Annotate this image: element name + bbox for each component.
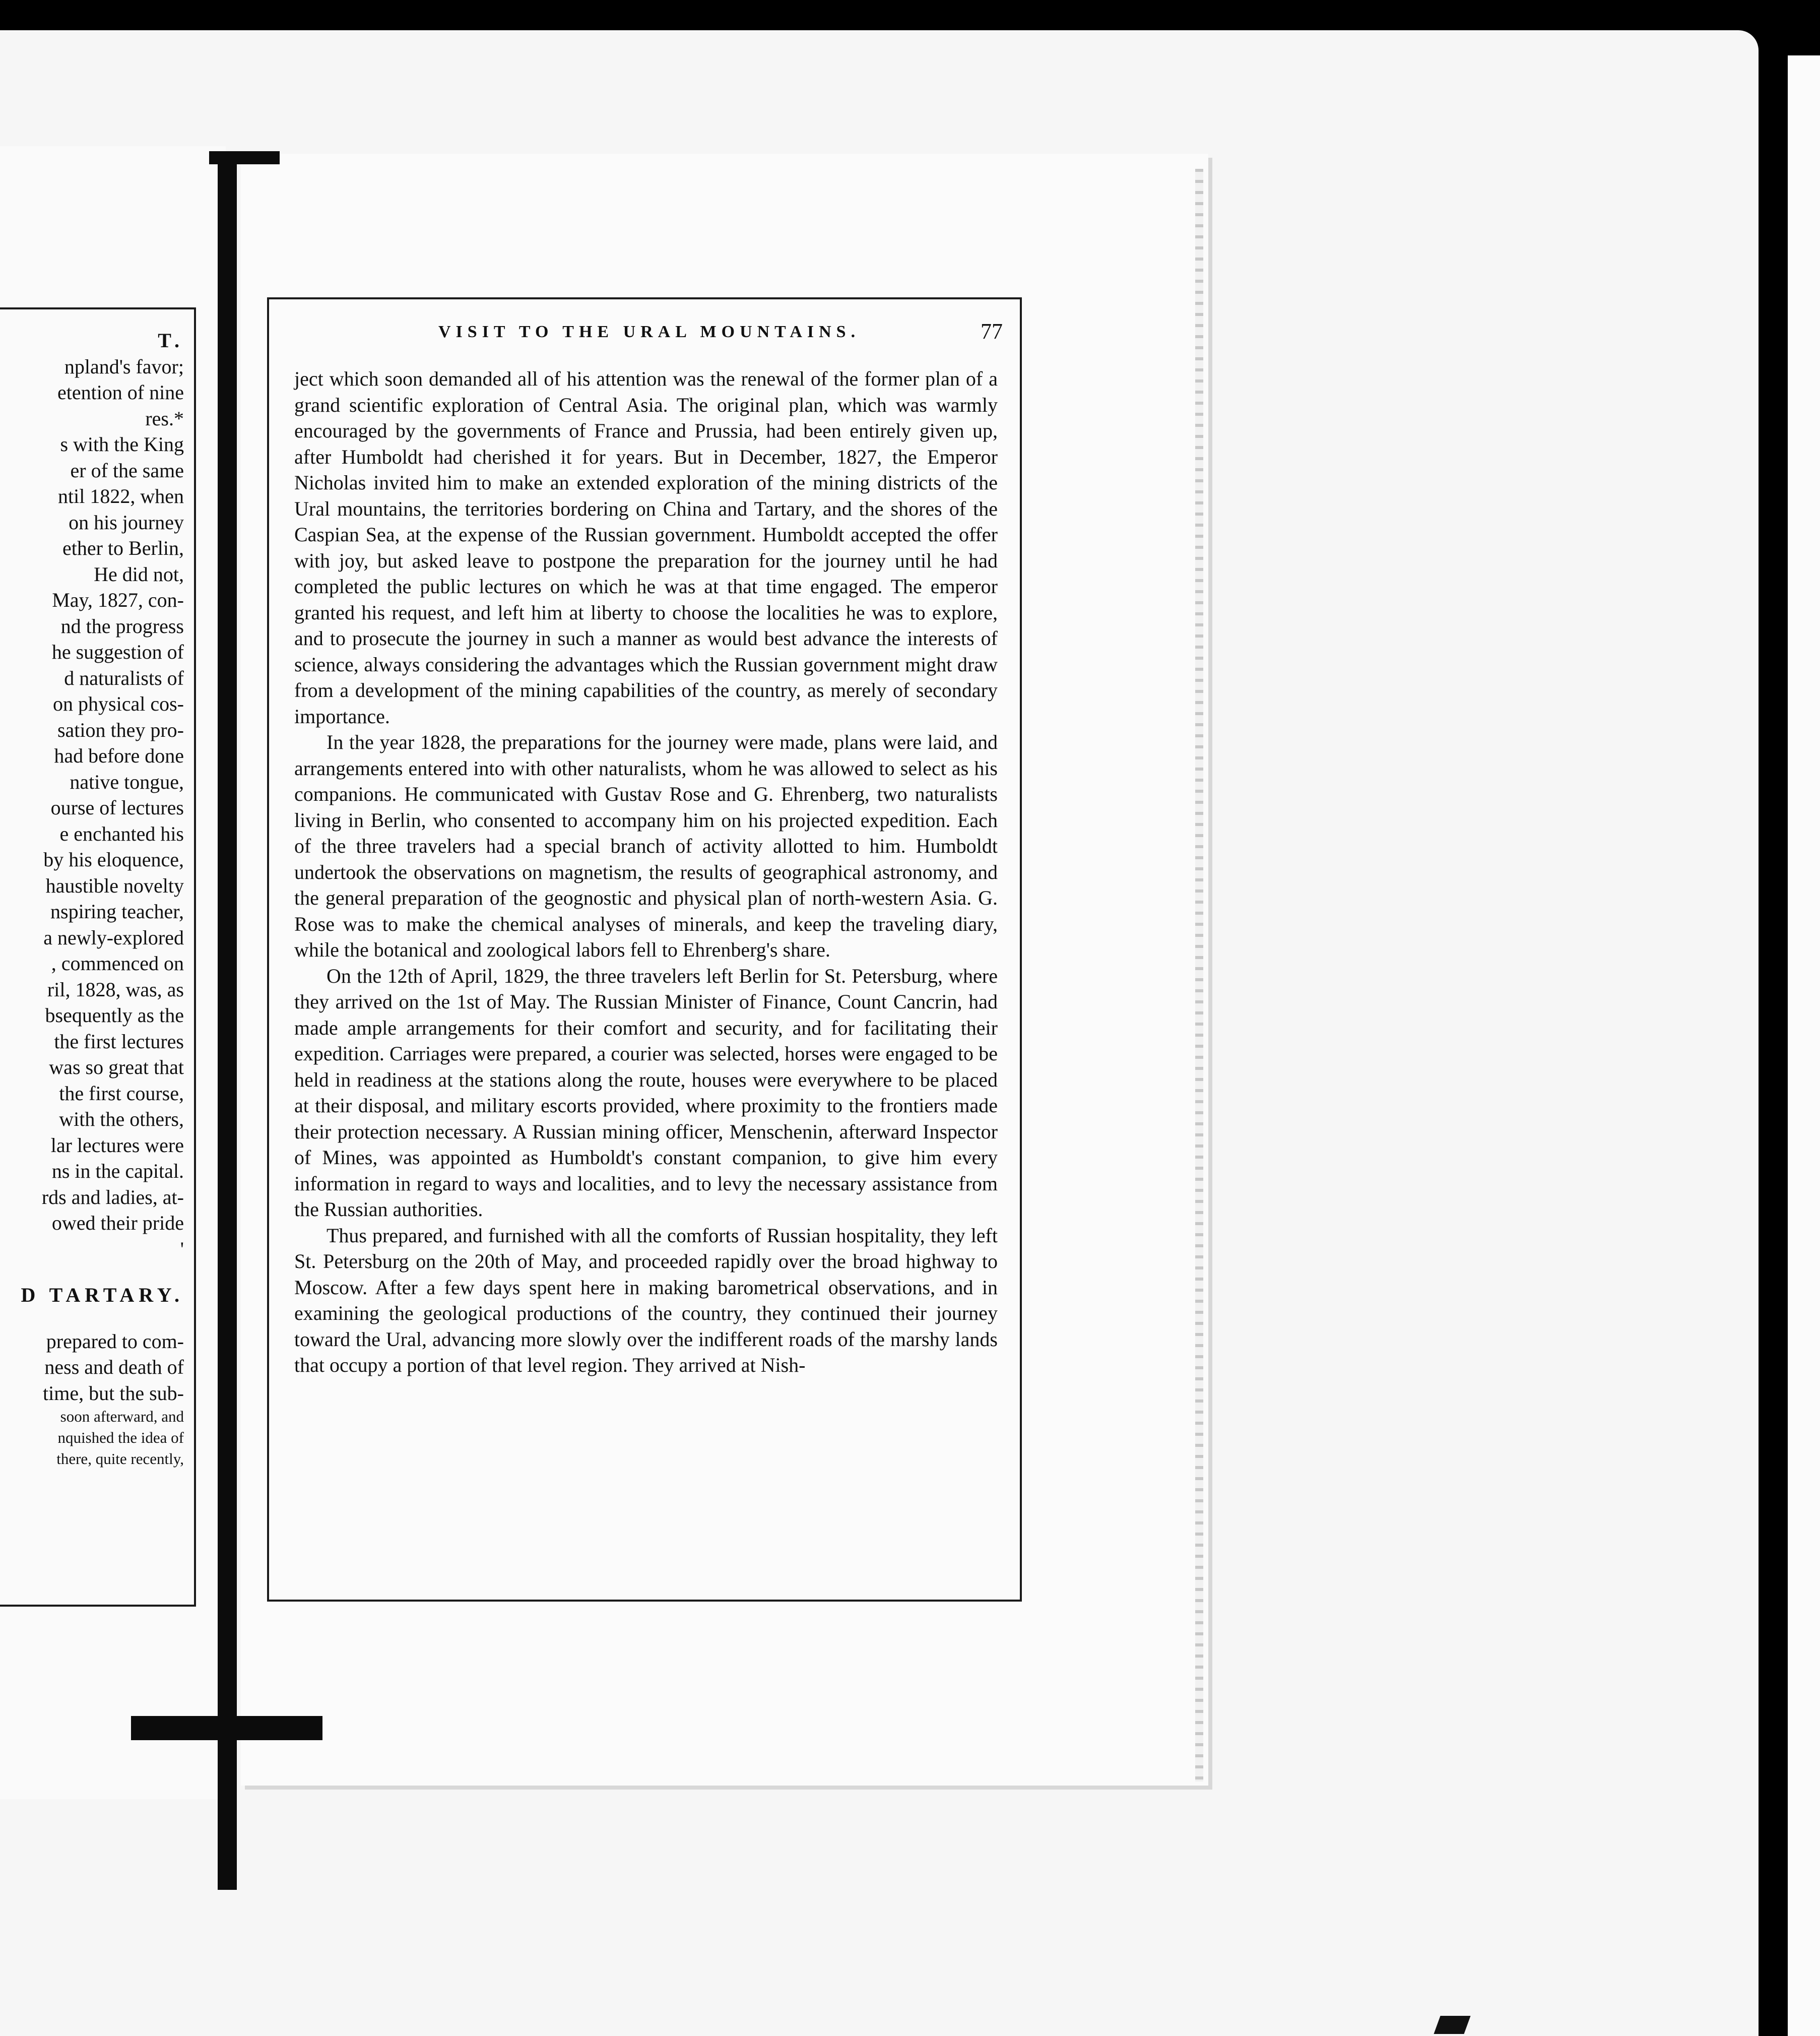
left-line: on physical cos- [53,692,184,715]
left-footnote-line: there, quite recently, [56,1450,184,1468]
left-line: ness and death of [44,1356,184,1378]
left-page-text [0,328,184,1470]
body-text [294,366,998,1378]
left-footnote-line: nquished the idea of [57,1429,184,1446]
paragraph: On the 12th of April, 1829, the three travelers left Berlin for St. Petersburg, where they arrived on the 1st of May. The Russian Minister of Finance, Count Cancrin, had made ample arrangements for their comfort and security, and for facilitating their expedition. Carriages were prepared, a courier was selected, horses were engaged to be held in readiness at the stations along the route, houses were everywhere to be placed at their disposal, and military escorts provided, where proximity to the frontiers made their protection necessary. A Russian mining officer, Menschenin, afterward Inspector of Mines, was appointed as Humboldt's constant companion, to give him every information in regard to ways and localities, and to levy the necessary assistance from the Russian authorities. [294,964,998,1221]
left-line: with the others, [59,1108,184,1130]
left-line: prepared to com- [46,1329,184,1353]
paragraph: Thus prepared, and furnished with all the comforts of Russian hospitality, they left St. Petersburg on the 20th of May, and proceeded rapidly over the broad highway to Moscow. After a few days spent here in making barometrical observations, and in examining the geological productions of the country, they continued their journey toward the Ural, advancing more slowly over the indifferent roads of the marshy lands that occupy a portion of that level region. They arrived at Nish- [294,1224,998,1376]
left-gap [0,1308,184,1328]
left-line: he suggestion of [51,641,184,663]
spine-foot [131,1716,322,1740]
spine-top [209,151,280,164]
left-line: was so great that [49,1056,184,1078]
left-line: by his eloquence, [43,848,184,871]
running-title: VISIT TO THE URAL MOUNTAINS. [438,323,861,341]
left-line: native tongue, [70,770,184,793]
page-number: 77 [981,319,1003,344]
left-line: haustible novelty [45,874,184,897]
left-gap [0,1262,184,1282]
left-line: npland's favor; [64,355,184,378]
left-line: sation they pro- [57,718,184,741]
left-line: ril, 1828, was, as [47,978,184,1001]
left-line: , commenced on [51,952,184,975]
left-line: d naturalists of [64,666,184,689]
paragraph: ject which soon demanded all of his attention was the renewal of the former plan of a grand scientific exploration of Central Asia. The original plan, which was warmly encouraged by the governments of France and Prussia, had been entirely given up, after Humboldt had cherished it for years. But in December, 1827, the Emperor Nicholas invited him to make an extended exploration of the mining districts of the Ural mountains, the territories bordering on China and Tartary, and the shores of the Caspian Sea, at the expense of the Russian government. Humboldt accepted the offer with joy, but asked leave to postpone the preparation for the journey until he had completed the public lectures on which he was at that time engaged. The emperor granted his request, and left him at liberty to choose the localities he was to explore, and to prosecute the journey in such a manner as would best advance the interests of science, always considering the advantages which the Russian government might draw from a development of the mining capabilities of the country, as merely of secondary importance. [294,367,998,728]
paragraph: In the year 1828, the preparations for the journey were made, plans were laid, and arrangements entered into with other naturalists, whom he was allowed to select as his companions. He communicated with Gustav Rose and G. Ehrenberg, two naturalists living in Berlin, who consented to accompany him on his projected expedition. Each of the three travelers had a special branch of activity allotted to him. Humboldt undertook the observations on magnetism, the results of geographical astronomy, and the general preparation of the geognostic and physical plan of north-western Asia. G. Rose was to make the chemical analyses of minerals, and keep the traveling diary, while the botanical and zoological labors fell to Ehrenberg's share. [294,731,998,961]
left-line: ether to Berlin, [62,537,184,559]
left-running-head-fragment: T. [158,329,184,352]
book-spine [218,156,237,1890]
left-line: had before done [54,744,184,767]
left-footnote-line: soon afterward, and [60,1408,184,1425]
left-line: ntil 1822, when [58,485,184,507]
running-head [438,319,1008,349]
left-line: He did not, [94,562,184,586]
left-line: e enchanted his [59,822,184,845]
left-line: ourse of lectures [50,796,184,819]
left-line: owed their pride [51,1212,184,1234]
left-line: lar lectures were [50,1133,184,1157]
adjacent-page-strip [1788,55,1820,2036]
left-line: rds and ladies, at- [41,1185,184,1208]
left-line: res.* [145,407,184,430]
left-line: the first lectures [54,1030,184,1053]
left-line: etention of nine [57,381,184,404]
left-line: a newly-explored [43,926,184,949]
left-line: the first course, [59,1081,184,1105]
left-line: er of the same [70,459,184,482]
left-line: May, 1827, con- [52,589,184,611]
left-section-heading: D TARTARY. [21,1284,184,1306]
page-edge [1195,169,1203,1782]
left-line: bsequently as the [45,1004,184,1027]
left-line: on his journey [69,511,184,534]
left-line: nd the progress [60,614,184,638]
left-line: time, but the sub- [43,1381,184,1405]
left-line: nspiring teacher, [50,900,184,923]
left-line: ' [180,1237,184,1260]
left-line: s with the King [60,433,184,456]
left-line: ns in the capital. [51,1160,184,1182]
